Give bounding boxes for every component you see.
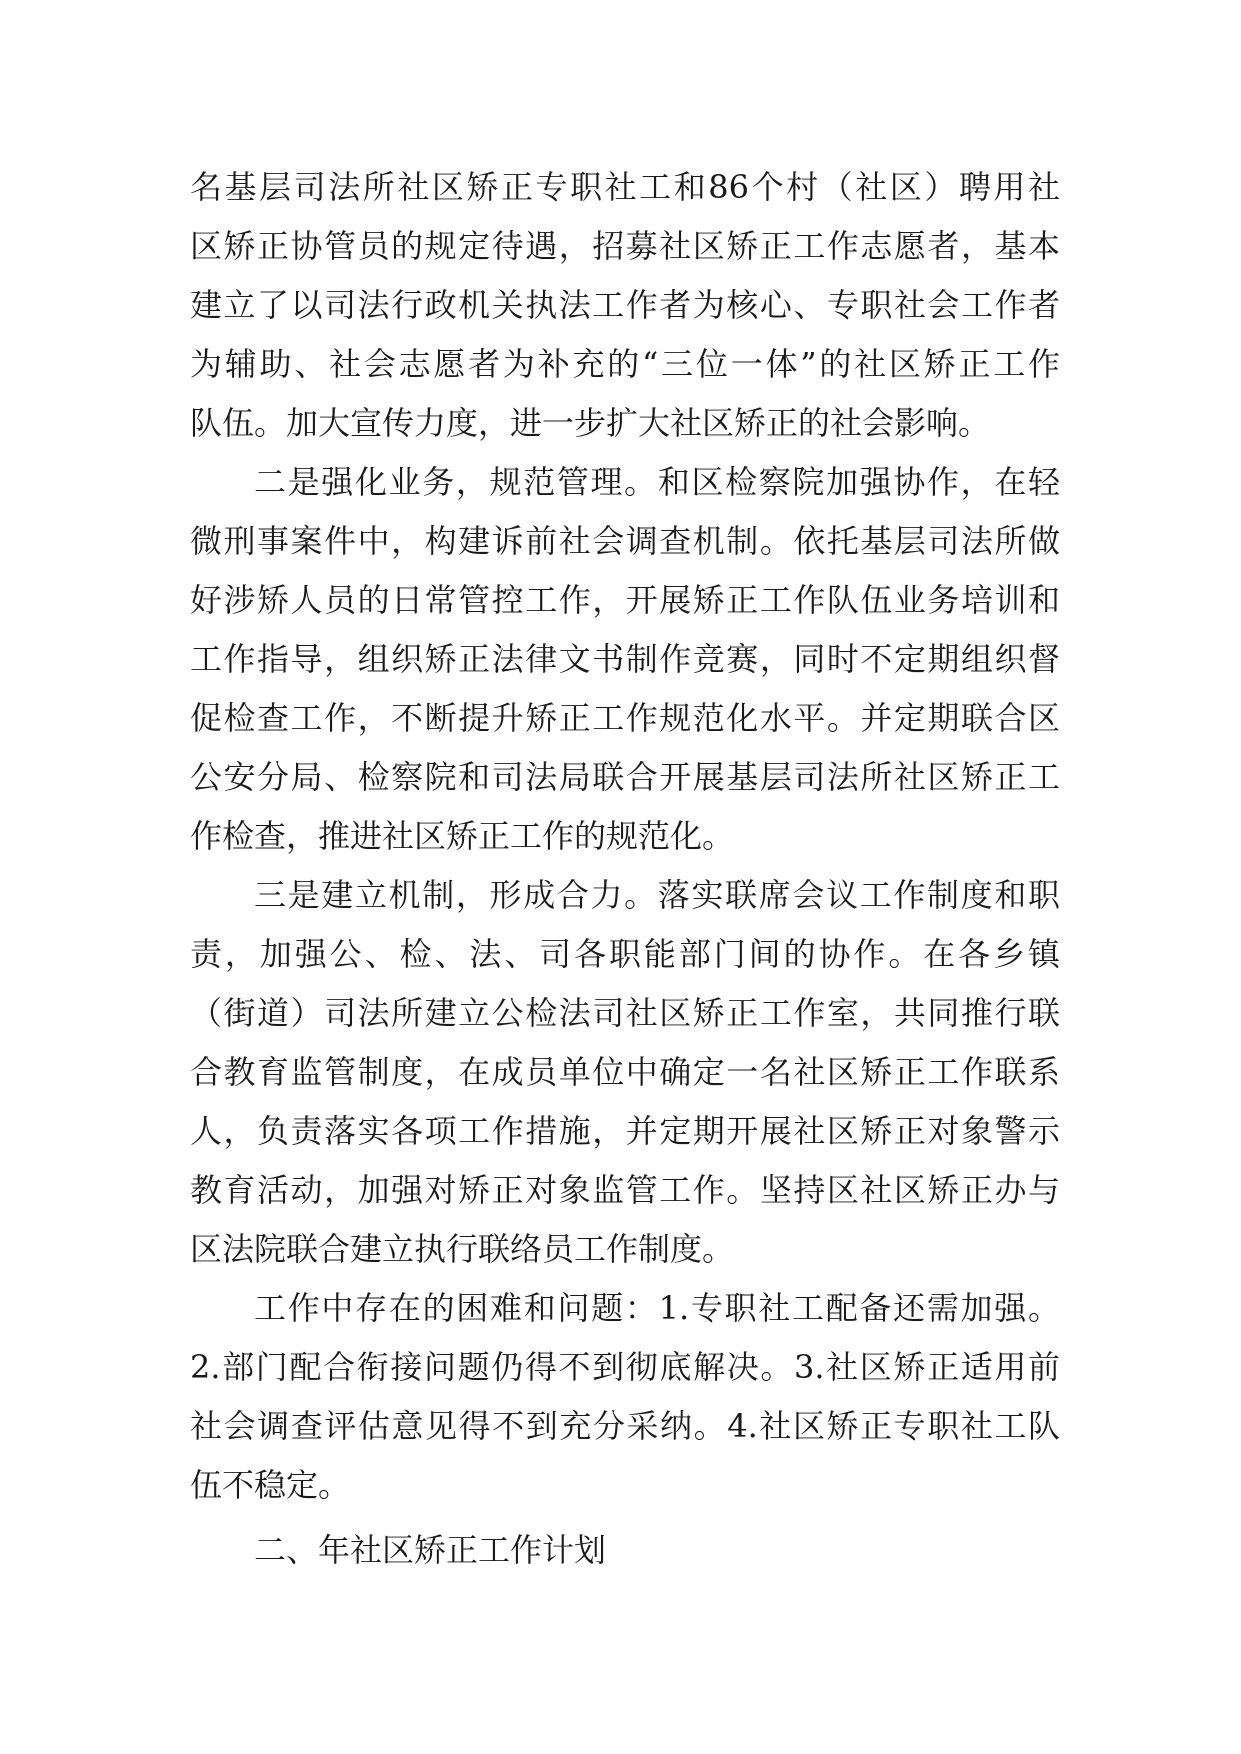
heading-text: 二、年社区矫正工作计划: [254, 1531, 607, 1569]
text-line: 公安分局、检察院和司法局联合开展基层司法所社区矫正工: [190, 758, 1060, 796]
text-line: 2.部门配合衔接问题仍得不到彻底解决。3.社区矫正适用前: [190, 1348, 1060, 1386]
text-line: 人，负责落实各项工作措施，并定期开展社区矫正对象警示: [190, 1112, 1060, 1150]
text-line: 区法院联合建立执行联络员工作制度。: [190, 1230, 735, 1268]
text-line: 责，加强公、检、法、司各职能部门间的协作。在各乡镇: [190, 935, 1060, 973]
text-line: 三是建立机制，形成合力。落实联席会议工作制度和职: [254, 876, 1060, 914]
document-body: [190, 158, 1060, 1580]
text-line: 伍不稳定。: [190, 1466, 351, 1504]
text-line: 队伍。加大宣传力度，进一步扩大社区矫正的社会影响。: [190, 404, 991, 442]
paragraph-mechanism: [190, 866, 1060, 1279]
text-line: 教育活动，加强对矫正对象监管工作。坚持区社区矫正办与: [190, 1171, 1060, 1209]
text-line: 合教育监管制度，在成员单位中确定一名社区矫正工作联系: [190, 1053, 1060, 1091]
paragraph-business: [190, 453, 1060, 866]
section-heading: [190, 1521, 1060, 1580]
text-line: 二是强化业务，规范管理。和区检察院加强协作，在轻: [254, 463, 1060, 501]
text-line: 工作中存在的困难和问题：1.专职社工配备还需加强。: [254, 1289, 1060, 1327]
paragraph-problems: [190, 1279, 1060, 1515]
text-line: 为辅助、社会志愿者为补充的“三位一体”的社区矫正工作: [190, 345, 1060, 383]
text-line: 促检查工作，不断提升矫正工作规范化水平。并定期联合区: [190, 699, 1060, 737]
text-line: 微刑事案件中，构建诉前社会调查机制。依托基层司法所做: [190, 522, 1060, 560]
text-line: 建立了以司法行政机关执法工作者为核心、专职社会工作者: [190, 286, 1060, 324]
text-line: 工作指导，组织矫正法律文书制作竞赛，同时不定期组织督: [190, 640, 1060, 678]
text-line: 社会调查评估意见得不到充分采纳。4.社区矫正专职社工队: [190, 1407, 1060, 1445]
text-line: 区矫正协管员的规定待遇，招募社区矫正工作志愿者，基本: [190, 227, 1060, 265]
text-line: 名基层司法所社区矫正专职社工和86个村（社区）聘用社: [190, 168, 1060, 206]
text-line: 作检查，推进社区矫正工作的规范化。: [190, 817, 735, 855]
text-line: 好涉矫人员的日常管控工作，开展矫正工作队伍业务培训和: [190, 581, 1060, 619]
text-line: （街道）司法所建立公检法司社区矫正工作室，共同推行联: [190, 994, 1060, 1032]
paragraph-staffing: [190, 158, 1060, 453]
